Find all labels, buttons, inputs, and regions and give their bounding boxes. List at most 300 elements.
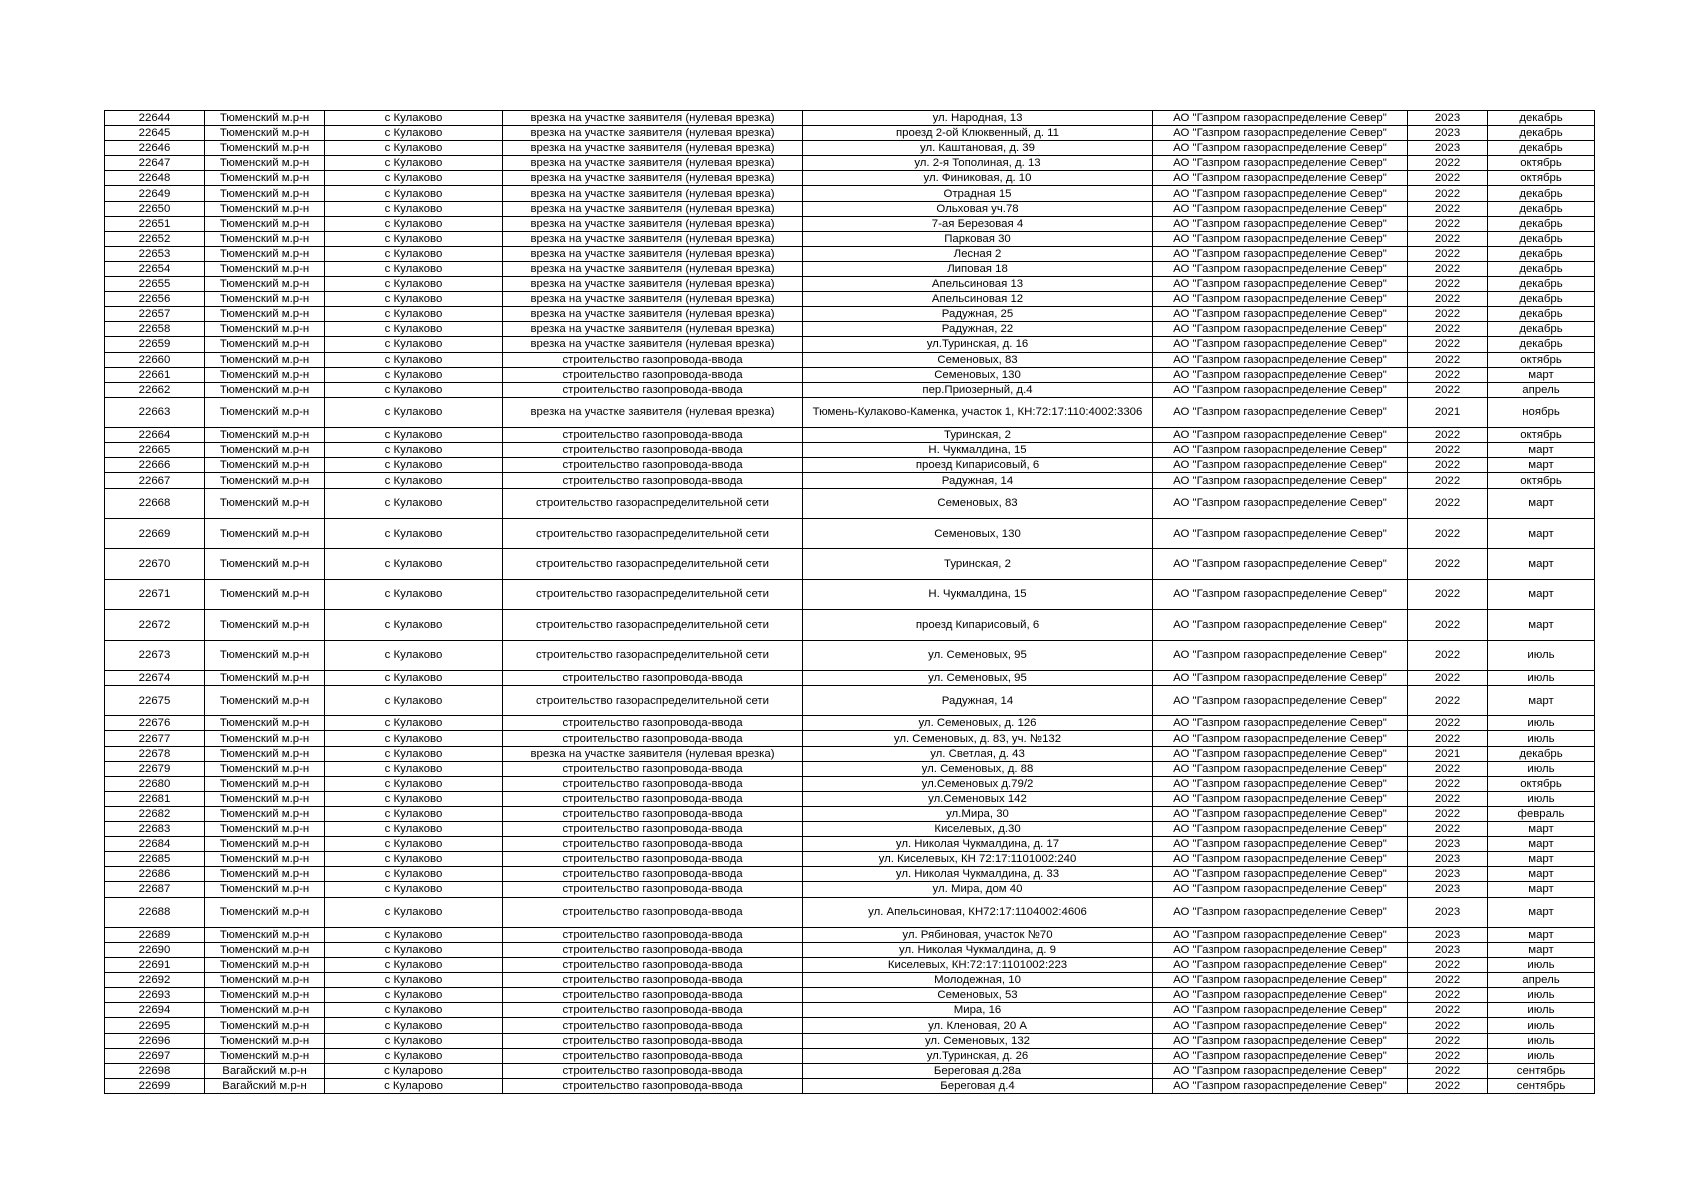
- cell-number: 22690: [105, 942, 205, 957]
- cell-number: 22669: [105, 518, 205, 548]
- cell-year: 2022: [1408, 382, 1488, 397]
- cell-number: 22682: [105, 806, 205, 821]
- cell-month: март: [1488, 882, 1595, 897]
- cell-work-type: врезка на участке заявителя (нулевая врезка): [503, 231, 803, 246]
- cell-number: 22665: [105, 443, 205, 458]
- cell-organization: АО "Газпром газораспределение Север": [1153, 837, 1408, 852]
- cell-year: 2023: [1408, 141, 1488, 156]
- table-row: [105, 322, 1595, 337]
- cell-district: Тюменский м.р-н: [205, 822, 325, 837]
- cell-address: Апельсиновая 13: [803, 277, 1153, 292]
- cell-organization: АО "Газпром газораспределение Север": [1153, 231, 1408, 246]
- cell-number: 22683: [105, 822, 205, 837]
- cell-organization: АО "Газпром газораспределение Север": [1153, 610, 1408, 640]
- cell-settlement: с Кулаково: [325, 1048, 503, 1063]
- cell-work-type: строительство газораспределительной сети: [503, 549, 803, 579]
- cell-settlement: с Кулаково: [325, 837, 503, 852]
- cell-number: 22688: [105, 897, 205, 927]
- cell-work-type: врезка на участке заявителя (нулевая врезка): [503, 277, 803, 292]
- cell-address: ул. Семеновых, 95: [803, 670, 1153, 685]
- cell-settlement: с Кулаково: [325, 352, 503, 367]
- cell-address: Семеновых, 130: [803, 518, 1153, 548]
- cell-work-type: врезка на участке заявителя (нулевая врезка): [503, 337, 803, 352]
- cell-address: Туринская, 2: [803, 428, 1153, 443]
- table-row: [105, 716, 1595, 731]
- cell-organization: АО "Газпром газораспределение Север": [1153, 473, 1408, 488]
- table-row: [105, 1048, 1595, 1063]
- cell-district: Тюменский м.р-н: [205, 776, 325, 791]
- cell-number: 22653: [105, 246, 205, 261]
- cell-district: Тюменский м.р-н: [205, 746, 325, 761]
- cell-district: Тюменский м.р-н: [205, 111, 325, 126]
- cell-address: ул. Семеновых, 95: [803, 640, 1153, 670]
- cell-month: декабрь: [1488, 111, 1595, 126]
- cell-year: 2022: [1408, 473, 1488, 488]
- cell-address: ул.Туринская, д. 16: [803, 337, 1153, 352]
- cell-year: 2022: [1408, 261, 1488, 276]
- cell-work-type: строительство газопровода-ввода: [503, 382, 803, 397]
- cell-organization: АО "Газпром газораспределение Север": [1153, 640, 1408, 670]
- cell-month: октябрь: [1488, 776, 1595, 791]
- cell-month: март: [1488, 685, 1595, 715]
- cell-organization: АО "Газпром газораспределение Север": [1153, 322, 1408, 337]
- cell-organization: АО "Газпром газораспределение Север": [1153, 852, 1408, 867]
- table-row: [105, 1018, 1595, 1033]
- cell-month: декабрь: [1488, 322, 1595, 337]
- cell-number: 22691: [105, 958, 205, 973]
- cell-year: 2023: [1408, 942, 1488, 957]
- cell-month: июль: [1488, 716, 1595, 731]
- cell-year: 2022: [1408, 1063, 1488, 1078]
- cell-settlement: с Кулаково: [325, 443, 503, 458]
- cell-district: Тюменский м.р-н: [205, 277, 325, 292]
- cell-organization: АО "Газпром газораспределение Север": [1153, 488, 1408, 518]
- cell-district: Тюменский м.р-н: [205, 791, 325, 806]
- table-row: [105, 852, 1595, 867]
- table-row: [105, 1033, 1595, 1048]
- cell-year: 2022: [1408, 1018, 1488, 1033]
- cell-number: 22681: [105, 791, 205, 806]
- table-row: [105, 942, 1595, 957]
- cell-district: Тюменский м.р-н: [205, 806, 325, 821]
- cell-settlement: с Кулаково: [325, 397, 503, 427]
- cell-year: 2022: [1408, 201, 1488, 216]
- cell-year: 2022: [1408, 352, 1488, 367]
- cell-year: 2022: [1408, 337, 1488, 352]
- cell-number: 22675: [105, 685, 205, 715]
- cell-work-type: строительство газопровода-ввода: [503, 458, 803, 473]
- cell-month: март: [1488, 443, 1595, 458]
- cell-month: сентябрь: [1488, 1078, 1595, 1093]
- cell-month: апрель: [1488, 973, 1595, 988]
- table-row: [105, 973, 1595, 988]
- cell-work-type: строительство газопровода-ввода: [503, 1078, 803, 1093]
- table-row: [105, 126, 1595, 141]
- table-row: [105, 246, 1595, 261]
- cell-number: 22651: [105, 216, 205, 231]
- cell-work-type: строительство газопровода-ввода: [503, 1063, 803, 1078]
- cell-number: 22677: [105, 731, 205, 746]
- cell-district: Тюменский м.р-н: [205, 518, 325, 548]
- cell-settlement: с Кулаково: [325, 746, 503, 761]
- cell-address: Радужная, 14: [803, 685, 1153, 715]
- cell-settlement: с Кулаково: [325, 322, 503, 337]
- cell-address: Туринская, 2: [803, 549, 1153, 579]
- cell-year: 2022: [1408, 428, 1488, 443]
- cell-address: ул. Рябиновая, участок №70: [803, 927, 1153, 942]
- table-row: [105, 670, 1595, 685]
- cell-organization: АО "Газпром газораспределение Север": [1153, 670, 1408, 685]
- cell-district: Тюменский м.р-н: [205, 927, 325, 942]
- cell-address: Апельсиновая 12: [803, 292, 1153, 307]
- cell-number: 22647: [105, 156, 205, 171]
- cell-district: Тюменский м.р-н: [205, 322, 325, 337]
- cell-address: ул. Семеновых, д. 83, уч. №132: [803, 731, 1153, 746]
- cell-month: июль: [1488, 670, 1595, 685]
- table-row: [105, 988, 1595, 1003]
- cell-settlement: с Кулаково: [325, 141, 503, 156]
- table-row: [105, 822, 1595, 837]
- cell-district: Вагайский м.р-н: [205, 1078, 325, 1093]
- cell-district: Тюменский м.р-н: [205, 1018, 325, 1033]
- cell-address: ул. 2-я Тополиная, д. 13: [803, 156, 1153, 171]
- cell-month: декабрь: [1488, 246, 1595, 261]
- cell-number: 22693: [105, 988, 205, 1003]
- cell-year: 2022: [1408, 292, 1488, 307]
- cell-organization: АО "Газпром газораспределение Север": [1153, 216, 1408, 231]
- cell-number: 22676: [105, 716, 205, 731]
- cell-address: проезд Кипарисовый, 6: [803, 458, 1153, 473]
- cell-work-type: строительство газопровода-ввода: [503, 1018, 803, 1033]
- cell-number: 22658: [105, 322, 205, 337]
- table-row: [105, 488, 1595, 518]
- cell-address: Киселевых, д.30: [803, 822, 1153, 837]
- cell-settlement: с Кулаково: [325, 942, 503, 957]
- cell-number: 22661: [105, 367, 205, 382]
- table-row: [105, 201, 1595, 216]
- cell-organization: АО "Газпром газораспределение Север": [1153, 367, 1408, 382]
- cell-settlement: с Кулаково: [325, 126, 503, 141]
- cell-settlement: с Кулаково: [325, 670, 503, 685]
- cell-number: 22652: [105, 231, 205, 246]
- cell-address: ул.Туринская, д. 26: [803, 1048, 1153, 1063]
- cell-settlement: с Кулаково: [325, 186, 503, 201]
- cell-year: 2022: [1408, 988, 1488, 1003]
- cell-organization: АО "Газпром газораспределение Север": [1153, 1033, 1408, 1048]
- cell-settlement: с Кулаково: [325, 171, 503, 186]
- cell-month: март: [1488, 837, 1595, 852]
- cell-organization: АО "Газпром газораспределение Север": [1153, 882, 1408, 897]
- cell-district: Тюменский м.р-н: [205, 141, 325, 156]
- cell-organization: АО "Газпром газораспределение Север": [1153, 428, 1408, 443]
- cell-district: Тюменский м.р-н: [205, 367, 325, 382]
- cell-settlement: с Кулаково: [325, 776, 503, 791]
- table-row: [105, 428, 1595, 443]
- cell-settlement: с Кулаково: [325, 216, 503, 231]
- cell-organization: АО "Газпром газораспределение Север": [1153, 761, 1408, 776]
- cell-address: ул. Народная, 13: [803, 111, 1153, 126]
- cell-number: 22671: [105, 579, 205, 609]
- cell-organization: АО "Газпром газораспределение Север": [1153, 458, 1408, 473]
- cell-settlement: с Кулаково: [325, 201, 503, 216]
- cell-year: 2022: [1408, 670, 1488, 685]
- table-row: [105, 337, 1595, 352]
- cell-work-type: строительство газораспределительной сети: [503, 518, 803, 548]
- cell-district: Тюменский м.р-н: [205, 837, 325, 852]
- cell-year: 2022: [1408, 518, 1488, 548]
- cell-month: июль: [1488, 640, 1595, 670]
- cell-settlement: с Куларово: [325, 1063, 503, 1078]
- cell-district: Вагайский м.р-н: [205, 1063, 325, 1078]
- cell-work-type: строительство газопровода-ввода: [503, 897, 803, 927]
- cell-settlement: с Кулаково: [325, 927, 503, 942]
- cell-district: Тюменский м.р-н: [205, 761, 325, 776]
- cell-district: Тюменский м.р-н: [205, 186, 325, 201]
- cell-organization: АО "Газпром газораспределение Север": [1153, 443, 1408, 458]
- cell-year: 2022: [1408, 731, 1488, 746]
- cell-year: 2022: [1408, 458, 1488, 473]
- table-row: [105, 806, 1595, 821]
- cell-district: Тюменский м.р-н: [205, 201, 325, 216]
- cell-year: 2022: [1408, 685, 1488, 715]
- cell-month: декабрь: [1488, 746, 1595, 761]
- cell-settlement: с Кулаково: [325, 292, 503, 307]
- cell-number: 22698: [105, 1063, 205, 1078]
- table-row: [105, 141, 1595, 156]
- cell-work-type: строительство газопровода-ввода: [503, 716, 803, 731]
- cell-year: 2023: [1408, 867, 1488, 882]
- cell-month: март: [1488, 852, 1595, 867]
- cell-organization: АО "Газпром газораспределение Север": [1153, 958, 1408, 973]
- cell-district: Тюменский м.р-н: [205, 488, 325, 518]
- table-row: [105, 397, 1595, 427]
- table-row: [105, 307, 1595, 322]
- cell-month: ноябрь: [1488, 397, 1595, 427]
- cell-address: ул. Николая Чукмалдина, д. 33: [803, 867, 1153, 882]
- cell-work-type: строительство газопровода-ввода: [503, 988, 803, 1003]
- cell-number: 22694: [105, 1003, 205, 1018]
- cell-month: июль: [1488, 1018, 1595, 1033]
- cell-year: 2022: [1408, 156, 1488, 171]
- cell-organization: АО "Газпром газораспределение Север": [1153, 927, 1408, 942]
- cell-address: ул. Николая Чукмалдина, д. 9: [803, 942, 1153, 957]
- cell-year: 2022: [1408, 231, 1488, 246]
- cell-year: 2023: [1408, 927, 1488, 942]
- cell-month: декабрь: [1488, 337, 1595, 352]
- cell-address: Мира, 16: [803, 1003, 1153, 1018]
- cell-year: 2023: [1408, 126, 1488, 141]
- cell-district: Тюменский м.р-н: [205, 397, 325, 427]
- cell-district: Тюменский м.р-н: [205, 716, 325, 731]
- cell-organization: АО "Газпром газораспределение Север": [1153, 746, 1408, 761]
- cell-number: 22673: [105, 640, 205, 670]
- cell-work-type: строительство газопровода-ввода: [503, 837, 803, 852]
- cell-settlement: с Кулаково: [325, 156, 503, 171]
- cell-district: Тюменский м.р-н: [205, 579, 325, 609]
- cell-address: Киселевых, КН:72:17:1101002:223: [803, 958, 1153, 973]
- table-row: [105, 685, 1595, 715]
- cell-month: октябрь: [1488, 171, 1595, 186]
- table-row: [105, 1078, 1595, 1093]
- cell-year: 2022: [1408, 277, 1488, 292]
- cell-district: Тюменский м.р-н: [205, 1033, 325, 1048]
- cell-year: 2023: [1408, 897, 1488, 927]
- cell-organization: АО "Газпром газораспределение Север": [1153, 382, 1408, 397]
- cell-month: март: [1488, 458, 1595, 473]
- cell-organization: АО "Газпром газораспределение Север": [1153, 988, 1408, 1003]
- cell-district: Тюменский м.р-н: [205, 610, 325, 640]
- cell-number: 22692: [105, 973, 205, 988]
- cell-address: ул.Семеновых 142: [803, 791, 1153, 806]
- cell-month: декабрь: [1488, 277, 1595, 292]
- cell-organization: АО "Газпром газораспределение Север": [1153, 201, 1408, 216]
- cell-month: июль: [1488, 958, 1595, 973]
- cell-settlement: с Кулаково: [325, 822, 503, 837]
- cell-work-type: строительство газораспределительной сети: [503, 579, 803, 609]
- cell-organization: АО "Газпром газораспределение Север": [1153, 292, 1408, 307]
- cell-month: июль: [1488, 731, 1595, 746]
- cell-work-type: врезка на участке заявителя (нулевая врезка): [503, 307, 803, 322]
- cell-year: 2022: [1408, 443, 1488, 458]
- cell-work-type: строительство газопровода-ввода: [503, 761, 803, 776]
- cell-month: март: [1488, 488, 1595, 518]
- cell-work-type: строительство газопровода-ввода: [503, 428, 803, 443]
- cell-work-type: строительство газопровода-ввода: [503, 852, 803, 867]
- cell-organization: АО "Газпром газораспределение Север": [1153, 822, 1408, 837]
- cell-work-type: строительство газопровода-ввода: [503, 942, 803, 957]
- cell-work-type: строительство газопровода-ввода: [503, 352, 803, 367]
- cell-month: март: [1488, 942, 1595, 957]
- cell-settlement: с Кулаково: [325, 806, 503, 821]
- cell-settlement: с Кулаково: [325, 1003, 503, 1018]
- cell-year: 2022: [1408, 640, 1488, 670]
- cell-year: 2022: [1408, 716, 1488, 731]
- cell-month: июль: [1488, 1033, 1595, 1048]
- table-row: [105, 473, 1595, 488]
- cell-month: июль: [1488, 761, 1595, 776]
- table-row: [105, 156, 1595, 171]
- cell-district: Тюменский м.р-н: [205, 882, 325, 897]
- cell-settlement: с Кулаково: [325, 367, 503, 382]
- cell-organization: АО "Газпром газораспределение Север": [1153, 776, 1408, 791]
- cell-organization: АО "Газпром газораспределение Север": [1153, 397, 1408, 427]
- cell-work-type: строительство газопровода-ввода: [503, 776, 803, 791]
- cell-month: октябрь: [1488, 428, 1595, 443]
- cell-number: 22696: [105, 1033, 205, 1048]
- cell-number: 22664: [105, 428, 205, 443]
- cell-district: Тюменский м.р-н: [205, 942, 325, 957]
- cell-district: Тюменский м.р-н: [205, 352, 325, 367]
- cell-month: март: [1488, 549, 1595, 579]
- cell-organization: АО "Газпром газораспределение Север": [1153, 246, 1408, 261]
- cell-address: ул.Семеновых д.79/2: [803, 776, 1153, 791]
- cell-number: 22670: [105, 549, 205, 579]
- table-row: [105, 458, 1595, 473]
- table-row: [105, 111, 1595, 126]
- cell-district: Тюменский м.р-н: [205, 261, 325, 276]
- cell-work-type: врезка на участке заявителя (нулевая врезка): [503, 292, 803, 307]
- cell-organization: АО "Газпром газораспределение Север": [1153, 307, 1408, 322]
- cell-settlement: с Кулаково: [325, 791, 503, 806]
- cell-year: 2022: [1408, 307, 1488, 322]
- cell-work-type: врезка на участке заявителя (нулевая врезка): [503, 111, 803, 126]
- cell-organization: АО "Газпром газораспределение Север": [1153, 518, 1408, 548]
- table-row: [105, 837, 1595, 852]
- cell-month: декабрь: [1488, 186, 1595, 201]
- cell-address: ул. Семеновых, д. 126: [803, 716, 1153, 731]
- cell-settlement: с Кулаково: [325, 610, 503, 640]
- cell-organization: АО "Газпром газораспределение Север": [1153, 1078, 1408, 1093]
- cell-settlement: с Кулаково: [325, 852, 503, 867]
- cell-address: проезд Кипарисовый, 6: [803, 610, 1153, 640]
- cell-organization: АО "Газпром газораспределение Север": [1153, 1003, 1408, 1018]
- cell-month: декабрь: [1488, 307, 1595, 322]
- cell-district: Тюменский м.р-н: [205, 428, 325, 443]
- cell-settlement: с Кулаково: [325, 458, 503, 473]
- cell-district: Тюменский м.р-н: [205, 382, 325, 397]
- cell-district: Тюменский м.р-н: [205, 867, 325, 882]
- cell-work-type: строительство газопровода-ввода: [503, 367, 803, 382]
- cell-number: 22689: [105, 927, 205, 942]
- cell-year: 2021: [1408, 746, 1488, 761]
- table-row: [105, 171, 1595, 186]
- cell-month: март: [1488, 579, 1595, 609]
- cell-work-type: врезка на участке заявителя (нулевая врезка): [503, 126, 803, 141]
- cell-month: декабрь: [1488, 201, 1595, 216]
- table-row: [105, 216, 1595, 231]
- cell-number: 22667: [105, 473, 205, 488]
- cell-settlement: с Кулаково: [325, 897, 503, 927]
- cell-organization: АО "Газпром газораспределение Север": [1153, 171, 1408, 186]
- cell-number: 22648: [105, 171, 205, 186]
- cell-organization: АО "Газпром газораспределение Север": [1153, 141, 1408, 156]
- cell-month: июль: [1488, 791, 1595, 806]
- cell-number: 22685: [105, 852, 205, 867]
- data-table: [104, 110, 1595, 1094]
- cell-month: март: [1488, 518, 1595, 548]
- cell-organization: АО "Газпром газораспределение Север": [1153, 791, 1408, 806]
- cell-year: 2022: [1408, 776, 1488, 791]
- cell-settlement: с Кулаково: [325, 111, 503, 126]
- cell-work-type: врезка на участке заявителя (нулевая врезка): [503, 201, 803, 216]
- table-row: [105, 791, 1595, 806]
- cell-number: 22699: [105, 1078, 205, 1093]
- cell-month: апрель: [1488, 382, 1595, 397]
- cell-settlement: с Кулаково: [325, 1033, 503, 1048]
- cell-month: март: [1488, 867, 1595, 882]
- cell-year: 2022: [1408, 171, 1488, 186]
- cell-number: 22645: [105, 126, 205, 141]
- cell-work-type: врезка на участке заявителя (нулевая врезка): [503, 261, 803, 276]
- cell-number: 22657: [105, 307, 205, 322]
- cell-address: Н. Чукмалдина, 15: [803, 443, 1153, 458]
- cell-month: октябрь: [1488, 352, 1595, 367]
- cell-number: 22695: [105, 1018, 205, 1033]
- cell-address: Н. Чукмалдина, 15: [803, 579, 1153, 609]
- cell-organization: АО "Газпром газораспределение Север": [1153, 731, 1408, 746]
- cell-year: 2022: [1408, 246, 1488, 261]
- cell-address: Радужная, 25: [803, 307, 1153, 322]
- cell-number: 22687: [105, 882, 205, 897]
- cell-work-type: строительство газопровода-ввода: [503, 927, 803, 942]
- cell-settlement: с Кулаково: [325, 973, 503, 988]
- cell-work-type: врезка на участке заявителя (нулевая врезка): [503, 746, 803, 761]
- cell-address: Молодежная, 10: [803, 973, 1153, 988]
- cell-organization: АО "Газпром газораспределение Север": [1153, 337, 1408, 352]
- cell-organization: АО "Газпром газораспределение Север": [1153, 867, 1408, 882]
- cell-organization: АО "Газпром газораспределение Север": [1153, 277, 1408, 292]
- cell-address: ул. Семеновых, 132: [803, 1033, 1153, 1048]
